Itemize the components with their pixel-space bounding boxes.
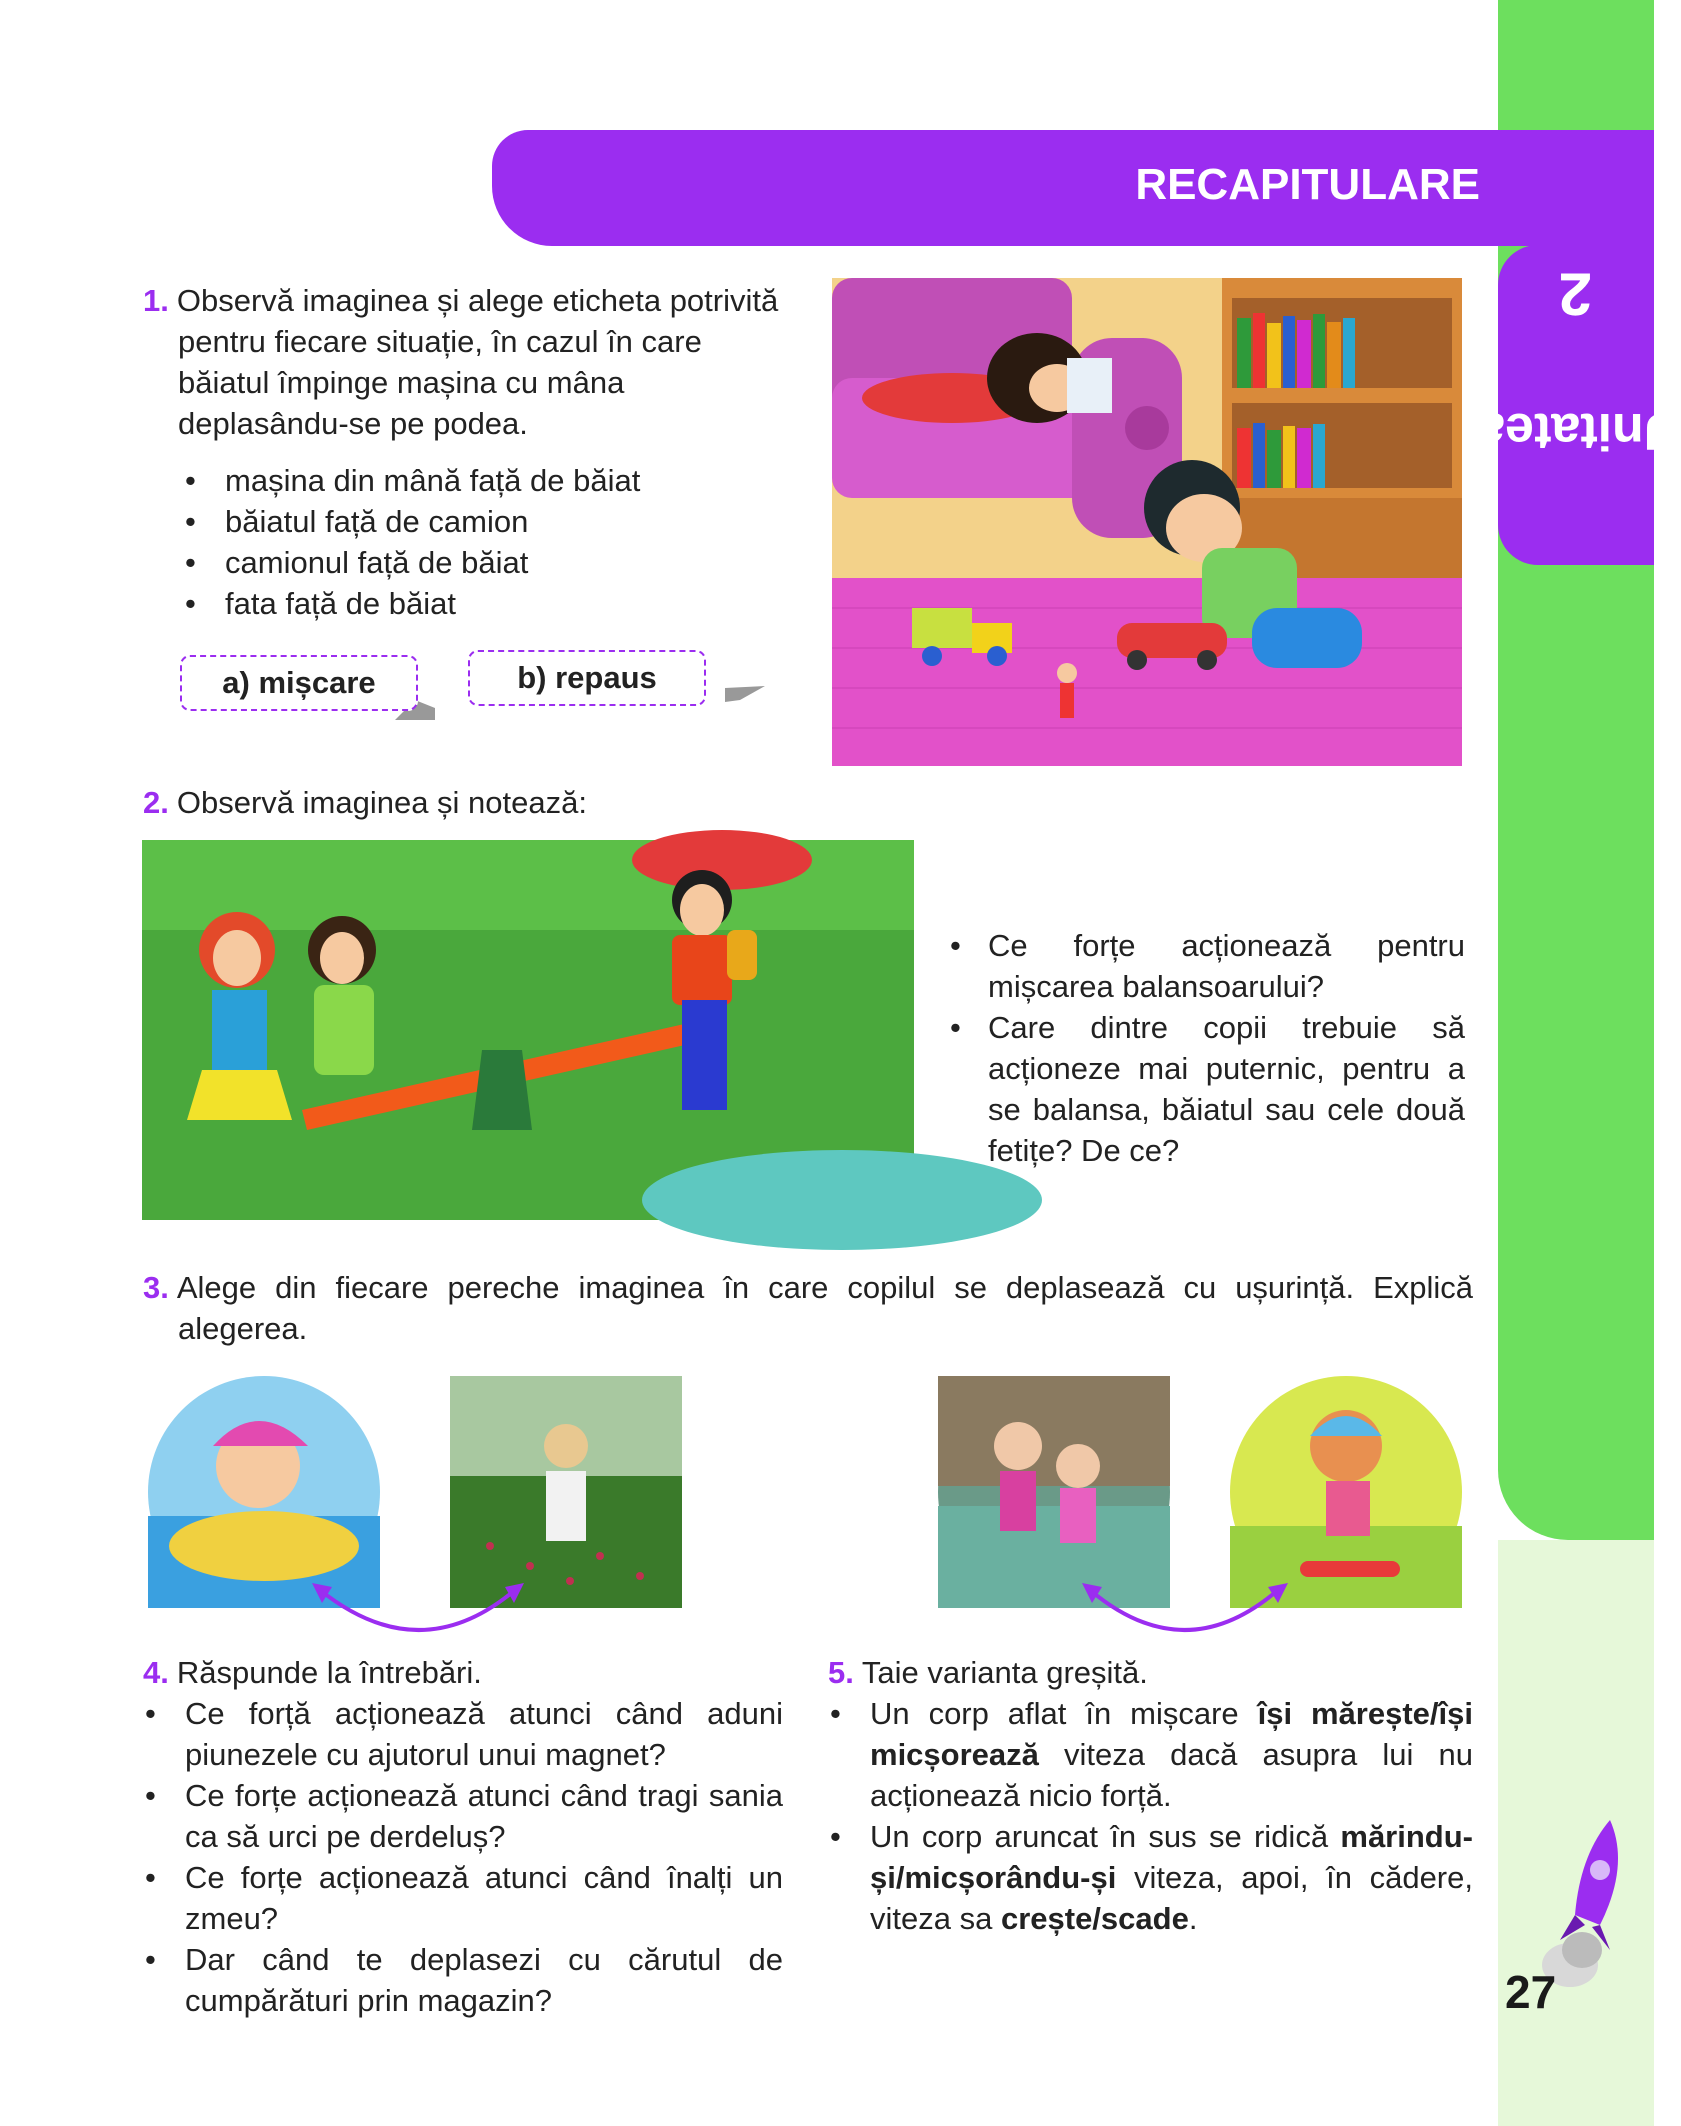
exercise-2-list	[950, 925, 1465, 1171]
item2-bold1: mărindu-și/micșorându-și	[870, 1819, 1473, 1895]
exercise-4-list	[143, 1693, 783, 2021]
unit-number: 2	[1558, 259, 1592, 327]
exercise-4-title-text: Răspunde la întrebări.	[176, 1655, 482, 1690]
exercise-2-title-text: Observă imaginea și notează:	[176, 785, 587, 820]
skateboard-image	[1230, 1376, 1462, 1608]
item1-after: viteza dacă asupra lui nu acționează nicio forță.	[870, 1737, 1473, 1813]
unit-label	[1475, 259, 1681, 525]
seesaw-illustration	[142, 840, 914, 1220]
exercise-1-number: 1.	[143, 283, 169, 318]
exercise-2-number: 2.	[143, 785, 169, 820]
exercise-3-number: 3.	[143, 1270, 169, 1305]
exercise-1-list	[185, 460, 785, 624]
list-item	[828, 1693, 1473, 1816]
list-item: • Care dintre copii trebuie să acționeze mai puternic, pentru a se balansa, băiatul sau cele două fetițe? De ce?	[950, 1007, 1465, 1171]
boat-image	[148, 1376, 380, 1608]
item2-after: .	[1188, 1901, 1198, 1936]
list-item: • camionul față de băiat	[185, 542, 785, 583]
list-item: • Ce forțe acționează atunci când tragi sania ca să urci pe derdeluș?	[143, 1775, 783, 1857]
grass-field-image	[450, 1376, 682, 1608]
list-item: • Ce forță acționează atunci când aduni piunezele cu ajutorul unui magnet?	[143, 1693, 783, 1775]
exercise-1-question	[143, 280, 793, 444]
item2-bold2: crește/scade	[1000, 1901, 1189, 1936]
item2-middle: viteza, apoi, în cădere, viteza sa	[870, 1860, 1473, 1936]
exercise-5-number: 5.	[828, 1655, 854, 1690]
list-item: • mașina din mână față de băiat	[185, 460, 785, 501]
label-miscare[interactable]: a) mișcare	[180, 655, 418, 711]
unit-label-text: Unitatea	[1475, 401, 1681, 460]
list-item: • Dar când te deplasezi cu cărutul de cumpărături prin magazin?	[143, 1939, 783, 2021]
exercise-2-title	[143, 782, 587, 823]
exercise-4	[143, 1652, 783, 2021]
exercise-5-title	[828, 1652, 1473, 1693]
page-number: 27	[1505, 1966, 1557, 2018]
exercise-1	[143, 280, 793, 444]
exercise-3	[143, 1267, 1473, 1349]
room-illustration	[832, 278, 1462, 766]
item1-before: Un corp aflat în mișcare	[870, 1696, 1258, 1731]
exercise-5	[828, 1652, 1473, 1939]
exercise-1-question-text: Observă imaginea și alege eticheta potrivită pentru fiecare situație, în cazul în care băiatul împinge mașina cu mâna deplasându-se pe podea.	[176, 283, 779, 441]
exercise-5-list	[828, 1693, 1473, 1939]
list-item: • Ce forțe acționează atunci când înalți un zmeu?	[143, 1857, 783, 1939]
list-item: • fata față de băiat	[185, 583, 785, 624]
exercise-3-text: Alege din fiecare pereche imaginea în care copilul se deplasează cu ușurință. Explică alegerea.	[176, 1270, 1473, 1346]
pool-image	[938, 1376, 1170, 1608]
item1-bold: își mărește/își micșorează	[870, 1696, 1473, 1772]
list-item: • Ce forțe acționează pentru mișcarea balansoarului?	[950, 925, 1465, 1007]
label-repaus[interactable]: b) repaus	[468, 650, 706, 706]
page-title: RECAPITULARE	[1135, 160, 1480, 209]
exercise-5-title-text: Taie varianta greșită.	[861, 1655, 1148, 1690]
list-item: • băiatul față de camion	[185, 501, 785, 542]
exercise-4-number: 4.	[143, 1655, 169, 1690]
list-item	[828, 1816, 1473, 1939]
item2-before: Un corp aruncat în sus se ridică	[870, 1819, 1341, 1854]
exercise-4-title	[143, 1652, 783, 1693]
